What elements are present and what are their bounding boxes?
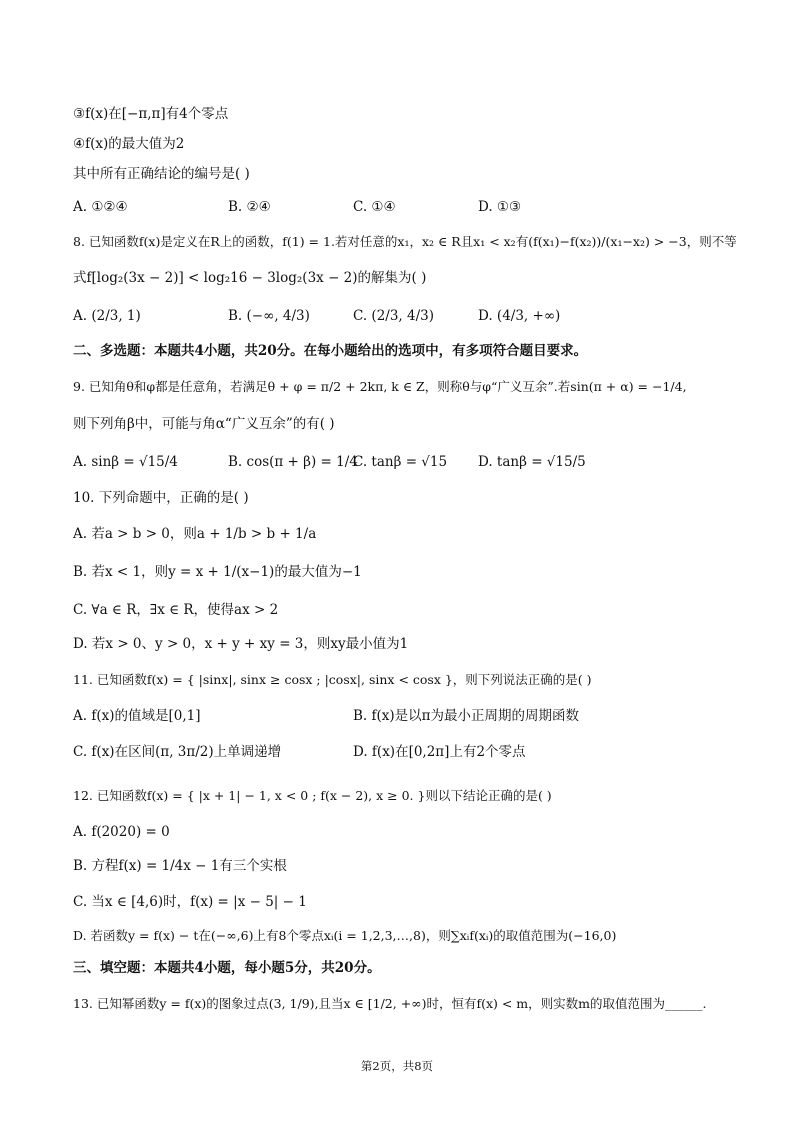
q10-option-b: B. 若x < 1，则y = x + 1/(x−1)的最大值为−1 xyxy=(73,564,362,580)
q7-option-d: D. ①③ xyxy=(478,199,522,215)
q7-option-a: A. ①②④ xyxy=(73,199,128,215)
q8-option-b: B. (−∞, 4/3) xyxy=(228,308,310,324)
q8-option-d: D. (4/3, +∞) xyxy=(478,308,561,324)
q11-option-d: D. f(x)在[0,2π]上有2个零点 xyxy=(353,744,526,760)
section-3-heading: 三、填空题：本题共4小题，每小题5分，共20分。 xyxy=(73,960,381,976)
q12-option-d: D. 若函数y = f(x) − t在(−∞,6)上有8个零点xᵢ(i = 1,2,3,…,8)，则∑xᵢf(xᵢ)的取值范围为(−16,0) xyxy=(73,928,617,943)
q8-stem-line1: 8. 已知函数f(x)是定义在R上的函数，f(1) = 1.若对任意的x₁，x₂ ∈ R且x₁ < x₂有(f(x₁)−f(x₂))/(x₁−x₂) > −3，则不等 xyxy=(73,234,737,249)
q12-option-c: C. 当x ∈ [4,6)时，f(x) = |x − 5| − 1 xyxy=(73,894,307,910)
q9-option-a: A. sinβ = √15/4 xyxy=(73,454,178,470)
q7-prompt: 其中所有正确结论的编号是( ) xyxy=(73,166,250,182)
q9-stem-line1: 9. 已知角θ和φ都是任意角，若满足θ + φ = π/2 + 2kπ, k ∈ Z，则称θ与φ“广义互余”.若sin(π + α) = −1/4, xyxy=(73,379,687,394)
q13-stem: 13. 已知幂函数y = f(x)的图象过点(3, 1/9),且当x ∈ [1/2, +∞)时，恒有f(x) < m，则实数m的取值范围为______. xyxy=(73,996,707,1011)
q9-option-b: B. cos(π + β) = 1/4 xyxy=(228,454,358,470)
q8-option-c: C. (2/3, 4/3) xyxy=(353,308,434,324)
page-footer: 第2页，共8页 xyxy=(360,1059,434,1073)
q9-option-c: C. tanβ = √15 xyxy=(353,454,448,470)
q9-stem-line2: 则下列角β中，可能与角α“广义互余”的有( ) xyxy=(73,416,335,432)
q11-option-a: A. f(x)的值域是[0,1] xyxy=(73,708,201,724)
q12-option-a: A. f(2020) = 0 xyxy=(73,824,170,840)
q10-option-d: D. 若x > 0、y > 0，x + y + xy = 3，则xy最小值为1 xyxy=(73,636,409,652)
q7-statement-4: ④f(x)的最大值为2 xyxy=(73,136,185,152)
q8-option-a: A. (2/3, 1) xyxy=(73,308,141,324)
q8-stem-line2: 式f[log₂(3x − 2)] < log₂16 − 3log₂(3x − 2)的解集为( ) xyxy=(73,270,427,286)
q12-stem: 12. 已知函数f(x) = { |x + 1| − 1, x < 0 ; f(x − 2), x ≥ 0. }则以下结论正确的是( ) xyxy=(73,788,552,803)
q10-option-c: C. ∀a ∈ R，∃x ∈ R，使得ax > 2 xyxy=(73,602,279,618)
section-2-heading: 二、多选题：本题共4小题，共20分。在每小题给出的选项中，有多项符合题目要求。 xyxy=(73,343,588,359)
q10-option-a: A. 若a > b > 0，则a + 1/b > b + 1/a xyxy=(73,526,317,542)
q11-stem: 11. 已知函数f(x) = { |sinx|, sinx ≥ cosx ; |cosx|, sinx < cosx }，则下列说法正确的是( ) xyxy=(73,672,592,687)
q11-option-b: B. f(x)是以π为最小正周期的周期函数 xyxy=(353,708,580,724)
q9-option-d: D. tanβ = √15/5 xyxy=(478,454,586,470)
q10-stem: 10. 下列命题中，正确的是( ) xyxy=(73,490,249,506)
q11-option-c: C. f(x)在区间(π, 3π/2)上单调递增 xyxy=(73,744,282,760)
q12-option-b: B. 方程f(x) = 1/4x − 1有三个实根 xyxy=(73,858,287,874)
q7-statement-3: ③f(x)在[−π,π]有4个零点 xyxy=(73,106,229,122)
q7-option-b: B. ②④ xyxy=(228,199,271,215)
q7-option-c: C. ①④ xyxy=(353,199,396,215)
